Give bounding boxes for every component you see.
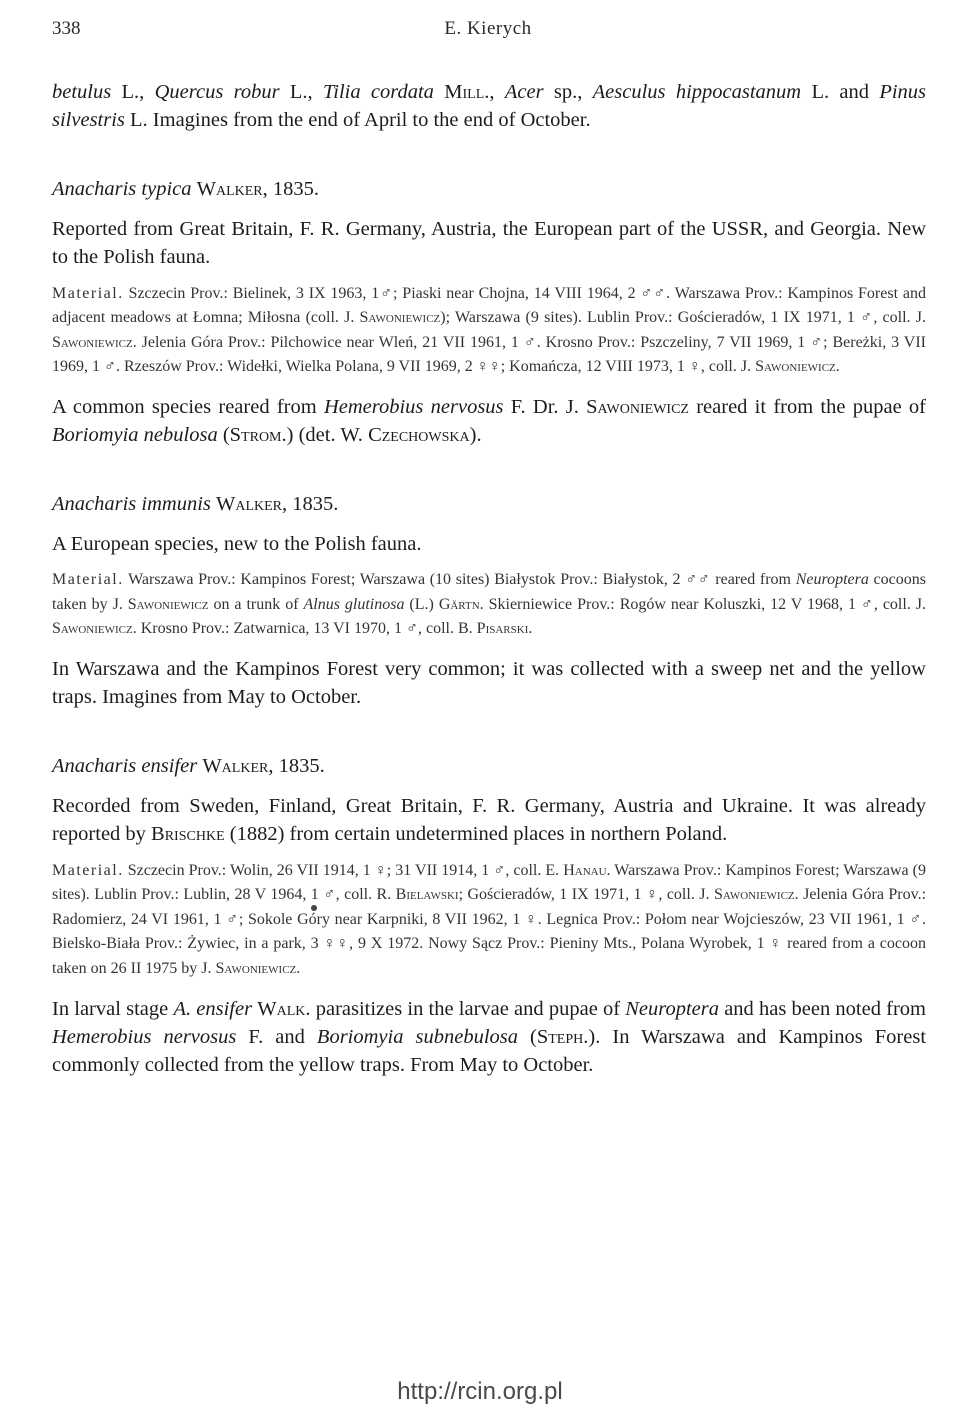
material-typica: Material. Szczecin Prov.: Bielinek, 3 IX 1963, 1♂; Piaski near Chojna, 14 VIII 1964, 2 ♂♂. Warszawa Prov.: Kampinos Forest and adjacent meadows at Łomna; Miłosna (coll. J. Sawoniewicz); Warszawa (9 sites). Lublin Prov.: Gościeradów, 1 IX 1971, 1 ♂, coll. J. Sawoniewicz. Jelenia Góra Prov.: Pilchowice near Wleń, 21 VII 1961, 1 ♂. Krosno Prov.: Pszczeliny, 7 VII 1969, 1 ♂; Bereżki, 3 VII 1969, 1 ♂. Rzeszów Prov.: Widełki, Wielka Polana, 9 VII 1969, 2 ♀♀; Komańcza, 12 VIII 1973, 1 ♀, coll. J. Sawoniewicz. — [52, 284, 926, 376]
paragraph-ensifer-biology: In larval stage A. ensifer Walk. parasitizes in the larvae and pupae of Neuroptera and has been noted from Hemerobius nervosus F. and Boriomyia subnebulosa (Steph.). In Warszawa and Kampinos Forest commonly collected from the yellow traps. From May to October. — [52, 997, 927, 1077]
material-immunis: Material. Warszawa Prov.: Kampinos Forest; Warszawa (10 sites) Białystok Prov.: Białystok, 2 ♂♂ reared from Neuroptera cocoons taken by J. Sawoniewicz on a trunk of Alnus glutinosa (L.) Gärtn. Skierniewice Prov.: Rogów near Koluszki, 12 V 1968, 1 ♂, coll. J. Sawoniewicz. Krosno Prov.: Zatwarnica, 13 VI 1970, 1 ♂, coll. B. Pisarski. — [52, 571, 927, 638]
species-heading-typica: Anacharis typica Walker, 1835. — [52, 177, 320, 200]
running-head: E. Kierych — [444, 18, 532, 39]
page-header — [52, 18, 924, 46]
paragraph-host-trees: betulus L., Quercus robur L., Tilia cordata Mill., Acer sp., Aesculus hippocastanum L. and Pinus silvestris L. Imagines from the end of April to the end of October. — [52, 81, 927, 132]
print-speck — [311, 905, 317, 911]
species-heading-immunis: Anacharis immunis Walker, 1835. — [52, 492, 339, 515]
species-heading-ensifer: Anacharis ensifer Walker, 1835. — [52, 754, 325, 777]
paragraph-typica-distribution: Reported from Great Britain, F. R. Germany, Austria, the European part of the USSR, and Georgia. New to the Polish fauna. — [52, 217, 926, 269]
paragraph-ensifer-distribution: Recorded from Sweden, Finland, Great Britain, F. R. Germany, Austria and Ukraine. It was already reported by Brischke (1882) from certain undetermined places in northern Poland. — [52, 794, 926, 846]
material-ensifer: Material. Szczecin Prov.: Wolin, 26 VII 1914, 1 ♀; 31 VII 1914, 1 ♂, coll. E. Hanau. Warszawa Prov.: Kampinos Forest; Warszawa (9 sites). Lublin Prov.: Lublin, 28 V 1964, 1 ♂, coll. R. Bielawski; Gościeradów, 1 IX 1971, 1 ♀, coll. J. Sawoniewicz. Jelenia Góra Prov.: Radomierz, 24 VI 1961, 1 ♂; Sokole Góry near Karpniki, 8 VII 1962, 1 ♀. Legnica Prov.: Połom near Wojcieszów, 23 VII 1961, 1 ♂. Bielsko-Biała Prov.: Żywiec, in a park, 3 ♀♀, 9 X 1972. Nowy Sącz Prov.: Pieniny Mts., Polana Wyrobek, 1 ♀ reared from a cocoon taken on 26 II 1975 by J. Sawoniewicz. — [52, 861, 927, 977]
article-body — [52, 78, 926, 1080]
paragraph-typica-hosts: A common species reared from Hemerobius nervosus F. Dr. J. Sawoniewicz reared it from the pupae of Boriomyia nebulosa (Strom.) (det. W. Czechowska). — [52, 396, 926, 447]
page-number: 338 — [52, 18, 81, 39]
paragraph-immunis-distribution: A European species, new to the Polish fauna. — [52, 532, 422, 555]
footer-url: http://rcin.org.pl — [397, 1378, 563, 1405]
paragraph-immunis-habitat: In Warszawa and the Kampinos Forest very common; it was collected with a sweep net and the yellow traps. Imagines from May to October. — [52, 658, 926, 709]
